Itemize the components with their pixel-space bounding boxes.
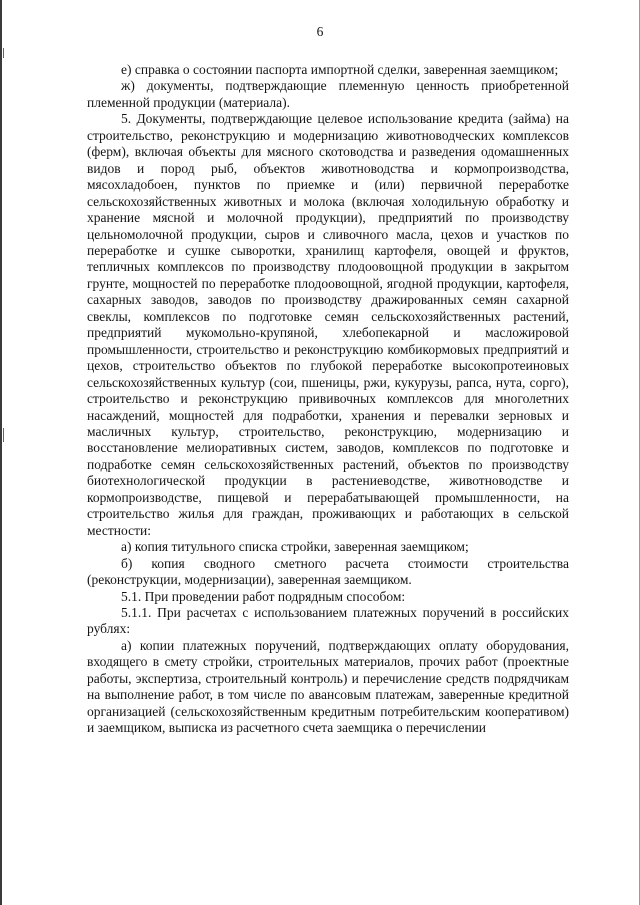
paragraph-section-5: 5. Документы, подтверждающие целевое использование кредита (займа) на строительство, реконструкцию и модернизацию животноводческих комплексов (ферм), включая объекты для мясного скотоводства и разведения одомашненных видов и пород рыб, объектов животноводства и кормопроизводства, мясохладобоен, пунктов по приемке и (или) первичной переработке сельскохозяйственных животных и молока (включая холодильную обработку и хранение мясной и молочной продукции), предприятий по производству цельномолочной продукции, сыров и сливочного масла, цехов и участков по переработке и сушке сыворотки, хранилищ картофеля, овощей и фруктов, тепличных комплексов по производству плодоовощной продукции в закрытом грунте, мощностей по переработке плодоовощной, ягодной продукции, картофеля, сахарных заводов, заводов по производству дражированных семян сахарной свеклы, комплексов по подготовке семян сельскохозяйственных растений, предприятий мукомольно-крупяной, хлебопекарной и масложировой промышленности, строительство и реконструкцию комбикормовых предприятий и цехов, строительство объектов по глубокой переработке высокопротеиновых сельскохозяйственных культур (сои, пшеницы, ржи, кукурузы, рапса, нута, сорго), строительство и реконструкцию прививочных комплексов для многолетних насаждений, мощностей для подработки, хранения и перевалки зерновых и масличных культур, строительство, реконструкцию, модернизацию и восстановление мелиоративных систем, заводов, комплексов по подготовке и подработке семян сельскохозяйственных растений, объектов по производству биотехнологической продукции в растениеводстве, животноводстве и кормопроизводстве, пищевой и перерабатывающей промышленности, на строительство жилья для граждан, проживающих и работающих в сельской местности: (87, 111, 569, 538)
paragraph-item-a-payments: а) копии платежных поручений, подтверждающих оплату оборудования, входящего в смету стройки, строительных материалов, прочих работ (проектные работы, экспертиза, строительный контроль) и перечисление средств подрядчикам на выполнение работ, в том числе по авансовым платежам, заверенные кредитной организацией (сельскохозяйственным кредитным потребительским кооперативом) и заемщиком, выписка из расчетного счета заемщика о перечислении (87, 637, 569, 736)
paragraph-item-b: б) копия сводного сметного расчета стоимости строительства (реконструкции, модернизации), заверенная заемщиком. (87, 555, 569, 588)
paragraph-section-5-1: 5.1. При проведении работ подрядным способом: (121, 588, 406, 604)
paragraph-item-a: а) копия титульного списка стройки, заверенная заемщиком; (121, 539, 469, 555)
paragraph-item-zh: ж) документы, подтверждающие племенную ценность приобретенной племенной продукции (материала). (87, 78, 569, 110)
scan-left-border (0, 0, 2, 905)
scan-mark (3, 48, 4, 58)
paragraph-item-e: е) справка о состоянии паспорта импортной сделки, заверенная заемщиком; (121, 62, 559, 77)
scan-mark (3, 428, 4, 442)
page-number: 6 (316, 24, 324, 39)
document-body (87, 62, 569, 737)
paragraph-section-5-1-1: 5.1.1. При расчетах с использованием платежных поручений в российских рублях: (87, 604, 569, 637)
